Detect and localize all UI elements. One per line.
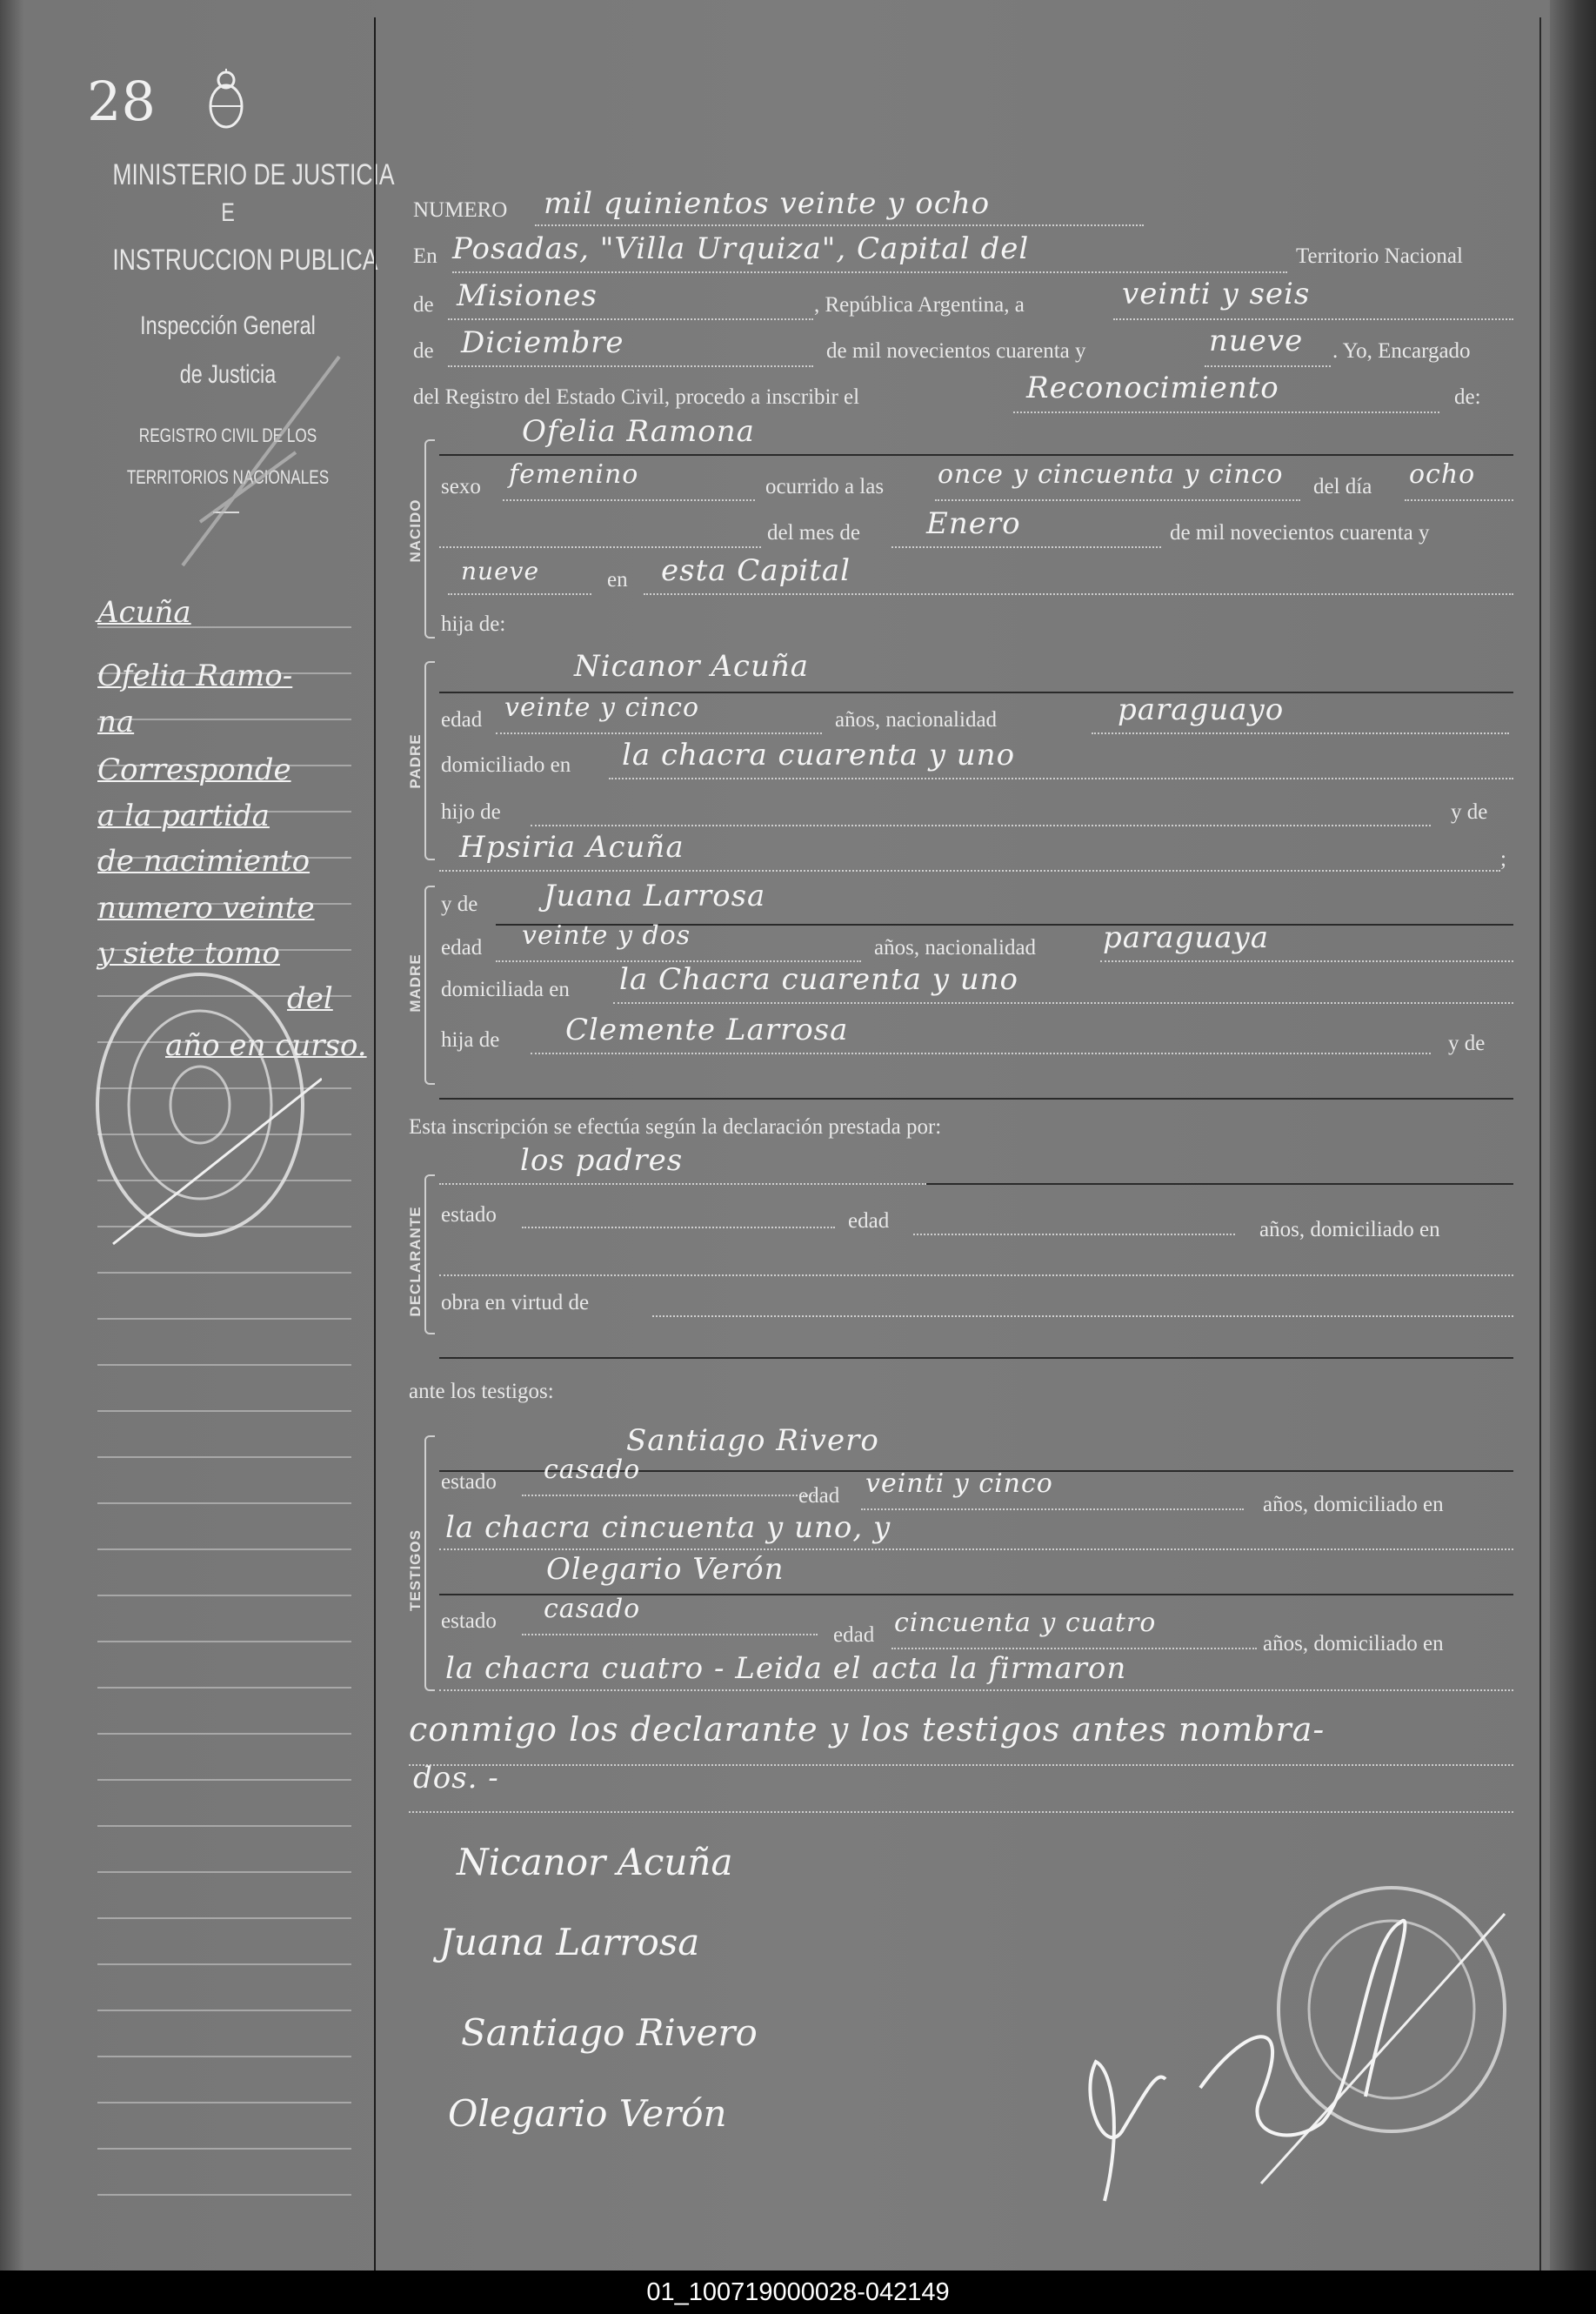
w1-estado-label: estado	[441, 1470, 497, 1494]
registro-text: del Registro del Estado Civil, procedo a inscribir el	[413, 385, 860, 409]
w1-dom-dotline	[439, 1548, 1513, 1550]
declarante-bottom-line	[439, 1357, 1513, 1359]
birth-month-value: Enero	[926, 506, 1021, 541]
ocurrido-label: ocurrido a las	[765, 475, 885, 498]
margin-ruled-line	[97, 1825, 351, 1827]
w1-edad-label: edad	[798, 1484, 840, 1508]
w1-edad: veinti y cinco	[865, 1468, 1053, 1499]
territory-value: Misiones	[457, 278, 598, 313]
margin-note-line-7: numero veinte	[97, 891, 315, 926]
en-label: En	[413, 244, 437, 268]
margin-ruled-line	[97, 1779, 351, 1781]
de-label-2: de	[413, 339, 434, 363]
testigos-bracket	[424, 1435, 435, 1691]
signature-4: Olegario Verón	[448, 2092, 727, 2135]
margin-ruled-line	[97, 1456, 351, 1458]
numero-dotline	[535, 224, 1144, 226]
time-dotline	[935, 499, 1300, 501]
obra-dotline	[652, 1315, 1513, 1317]
ministry-line-2: E	[221, 198, 235, 227]
margin-ruled-line	[97, 2102, 351, 2103]
witness-2-name: Olegario Verón	[546, 1552, 785, 1587]
birth-place-value: esta Capital	[661, 553, 851, 588]
mother-hija-dotline	[531, 1053, 1431, 1054]
image-id-footer: 01_100719000028-042149	[0, 2271, 1596, 2314]
closing-line-1: conmigo los declarante y los testigos antes nombra-	[409, 1710, 1326, 1749]
madre-bottom-line	[439, 1098, 1513, 1100]
closing-line-2: dos. -	[413, 1761, 499, 1796]
coat-of-arms-icon	[206, 68, 246, 137]
margin-note-line-8: y siete tomo	[97, 936, 280, 971]
declarante-section-label: DECLARANTE	[407, 1206, 424, 1317]
w2-edad: cincuenta y cuatro	[894, 1608, 1157, 1638]
margin-scribble-icon	[148, 348, 348, 578]
father-name: Nicanor Acuña	[574, 649, 810, 684]
margin-note-line-5: a la partida	[97, 799, 270, 833]
declaracion-text: Esta inscripción se efectúa según la declaración prestada por:	[409, 1115, 942, 1139]
mother-hija-label: hija de	[441, 1028, 500, 1052]
month-value: Diciembre	[461, 325, 624, 360]
witness-1-name: Santiago Rivero	[626, 1423, 879, 1458]
mother-y-de: y de	[1448, 1032, 1486, 1055]
ministry-line-1: MINISTERIO DE JUSTICIA	[112, 158, 395, 191]
mother-edad-label: edad	[441, 936, 483, 960]
margin-ruled-line	[97, 1410, 351, 1412]
mes-label: del mes de	[767, 521, 860, 545]
territory-dotline	[448, 318, 813, 320]
obra-label: obra en virtud de	[441, 1291, 590, 1314]
declarante-edad-dotline	[913, 1234, 1235, 1235]
w2-edad-label: edad	[833, 1623, 875, 1647]
margin-note-line-6: de nacimiento	[97, 844, 311, 879]
margin-ruled-line	[97, 1687, 351, 1689]
margin-ruled-line	[97, 2148, 351, 2150]
margin-note-line-3: na	[97, 705, 135, 739]
registry-line-1: REGISTRO CIVIL DE LOS	[138, 425, 317, 446]
right-margin-divider	[1539, 17, 1541, 2271]
margin-ruled-line	[97, 2010, 351, 2011]
mother-father: Clemente Larrosa	[565, 1013, 849, 1047]
republica-label: , República Argentina, a	[814, 293, 1025, 317]
birth-day-value: ocho	[1409, 459, 1476, 490]
margin-ruled-line	[97, 1733, 351, 1735]
act-type: Reconocimiento	[1026, 371, 1279, 405]
numero-label: NUMERO	[413, 198, 508, 222]
sexo-dotline	[503, 499, 755, 501]
father-hijo-label: hijo de	[441, 800, 501, 824]
w1-estado: casado	[544, 1455, 641, 1485]
w2-estado-dotline	[522, 1634, 818, 1635]
birth-year-dotline	[448, 593, 591, 595]
nacido-bracket	[424, 439, 435, 639]
w1-estado-dotline	[522, 1495, 818, 1496]
hija-label: hija de:	[441, 612, 506, 636]
time-value: once y cincuenta y cinco	[938, 459, 1284, 490]
de-label: de	[413, 293, 434, 317]
margin-note-line-2: Ofelia Ramo-	[97, 659, 293, 693]
year-text: de mil novecientos cuarenta y	[826, 339, 1086, 363]
signature-1: Nicanor Acuña	[457, 1841, 733, 1883]
declarante-edad-label: edad	[848, 1209, 890, 1233]
margin-ruled-line	[97, 1364, 351, 1366]
child-name-line	[439, 454, 1513, 456]
registry-stamp-icon	[78, 957, 322, 1257]
territorio-label: Territorio Nacional	[1296, 244, 1463, 268]
declarante-line	[926, 1183, 1513, 1185]
mother-domicilio-label: domiciliada en	[441, 978, 570, 1001]
w2-anos-label: años, domiciliado en	[1263, 1632, 1444, 1655]
declarante-value: los padres	[520, 1143, 684, 1178]
month-dotline	[448, 365, 813, 367]
place-value: Posadas, "Villa Urquiza", Capital del	[452, 231, 1030, 266]
margin-ruled-line	[97, 2056, 351, 2057]
w2-edad-dotline	[891, 1648, 1257, 1649]
father-domicilio-dotline	[609, 778, 1513, 779]
margin-ruled-line	[97, 1548, 351, 1550]
year-dotline	[1205, 365, 1331, 367]
registry-line-2: TERRITORIOS NACIONALES	[126, 466, 330, 488]
mother-name: Juana Larrosa	[544, 879, 766, 913]
birth-year-value: nueve	[461, 557, 540, 585]
testigos-section-label: TESTIGOS	[407, 1529, 424, 1611]
father-mother-dotline	[439, 870, 1500, 872]
margin-ruled-line	[97, 1272, 351, 1274]
del-dia-label: del día	[1313, 475, 1372, 498]
day-value: veinti y seis	[1122, 277, 1311, 311]
mother-nac-dotline	[1100, 960, 1513, 962]
signature-2: Juana Larrosa	[439, 1921, 700, 1963]
w1-edad-dotline	[861, 1508, 1244, 1510]
margin-ruled-line	[97, 719, 351, 720]
madre-bracket	[424, 886, 435, 1085]
margin-ruled-line	[97, 1871, 351, 1873]
mother-anos-label: años, nacionalidad	[874, 936, 1037, 960]
declarante-anos-label: años, domiciliado en	[1259, 1218, 1440, 1241]
margin-note-line-4: Corresponde	[97, 752, 291, 787]
w1-domicilio: la chacra cincuenta y uno, y	[445, 1510, 891, 1545]
mother-domicilio: la Chacra cuarenta y uno	[619, 962, 1019, 997]
father-y-de: y de	[1451, 800, 1488, 824]
madre-section-label: MADRE	[407, 953, 424, 1013]
birth-year-text: de mil novecientos cuarenta y	[1170, 521, 1430, 545]
encargado-text: . Yo, Encargado	[1332, 339, 1471, 363]
mother-domicilio-dotline	[613, 1002, 1513, 1004]
margin-ruled-line	[97, 1963, 351, 1965]
father-anos-label: años, nacionalidad	[835, 708, 998, 732]
margin-note-line-9: del	[287, 981, 333, 1016]
nacido-section-label: NACIDO	[407, 498, 424, 563]
ministry-line-3: INSTRUCCION PUBLICA	[112, 244, 378, 277]
margin-ruled-line	[97, 1595, 351, 1596]
margin-ruled-line	[97, 1641, 351, 1642]
declarante-dom-dotline	[439, 1274, 1513, 1276]
margin-note-line-10: año en curso.	[165, 1028, 367, 1063]
father-domicilio: la chacra cuarenta y uno	[622, 738, 1016, 772]
numero-value: mil quinientos veinte y ocho	[544, 186, 991, 221]
sexo-value: femenino	[509, 459, 639, 490]
madre-yde-label: y de	[441, 893, 478, 916]
de-colon: de:	[1454, 385, 1481, 409]
margin-ruled-line	[97, 2194, 351, 2196]
dia-dotline	[1405, 499, 1513, 501]
closing-dotline-2	[409, 1811, 1513, 1813]
w2-domicilio: la chacra cuatro - Leida el acta la firmaron	[445, 1651, 1127, 1686]
page-number: 28	[87, 70, 156, 133]
year-value: nueve	[1209, 324, 1304, 358]
mother-edad-value: veinte y dos	[522, 920, 691, 951]
father-hijo-dotline	[531, 825, 1431, 826]
testigos-intro: ante los testigos:	[409, 1380, 554, 1403]
closing-dotline-1	[409, 1764, 1513, 1766]
inspection-line-2: de Justicia	[179, 360, 277, 389]
mes-pre-dotline	[439, 546, 761, 548]
signature-3: Santiago Rivero	[461, 2011, 758, 2054]
declarante-bracket	[424, 1174, 435, 1334]
father-semicolon: ;	[1500, 847, 1506, 871]
declarante-estado-dotline	[522, 1227, 835, 1228]
inspection-line-1: Inspección General	[140, 311, 316, 340]
padre-section-label: PADRE	[407, 733, 424, 789]
margin-ruled-line	[97, 1917, 351, 1919]
father-mother: Hpsiria Acuña	[459, 830, 684, 865]
mother-nacionalidad: paraguaya	[1103, 920, 1269, 955]
father-nacionalidad: paraguayo	[1118, 692, 1285, 727]
act-type-dotline	[1013, 411, 1439, 413]
child-name: Ofelia Ramona	[522, 414, 755, 449]
sexo-label: sexo	[441, 475, 481, 498]
father-nac-dotline	[1092, 732, 1509, 734]
page-right-edge	[1550, 0, 1596, 2271]
padre-bracket	[424, 661, 435, 860]
declarante-dotline	[439, 1183, 926, 1185]
place-dotline	[452, 271, 1287, 273]
w2-dom-dotline	[439, 1689, 1513, 1691]
margin-ruled-line	[97, 1502, 351, 1504]
mes-dotline	[891, 546, 1161, 548]
declarante-estado-label: estado	[441, 1203, 497, 1227]
w2-estado-label: estado	[441, 1609, 497, 1633]
w2-estado: casado	[544, 1594, 641, 1624]
birth-en-label: en	[607, 568, 628, 592]
father-edad-label: edad	[441, 708, 483, 732]
father-edad-dotline	[496, 732, 822, 734]
father-edad-value: veinte y cinco	[504, 692, 700, 723]
father-domicilio-label: domiciliado en	[441, 753, 571, 777]
left-column-divider	[374, 17, 376, 2271]
day-dotline	[1113, 318, 1513, 320]
margin-note-line-1: Acuña	[97, 595, 191, 630]
w1-anos-label: años, domiciliado en	[1263, 1493, 1444, 1516]
official-signature-icon	[1070, 1870, 1470, 2223]
margin-ruled-line	[97, 1318, 351, 1320]
birth-place-dotline	[644, 593, 1513, 595]
